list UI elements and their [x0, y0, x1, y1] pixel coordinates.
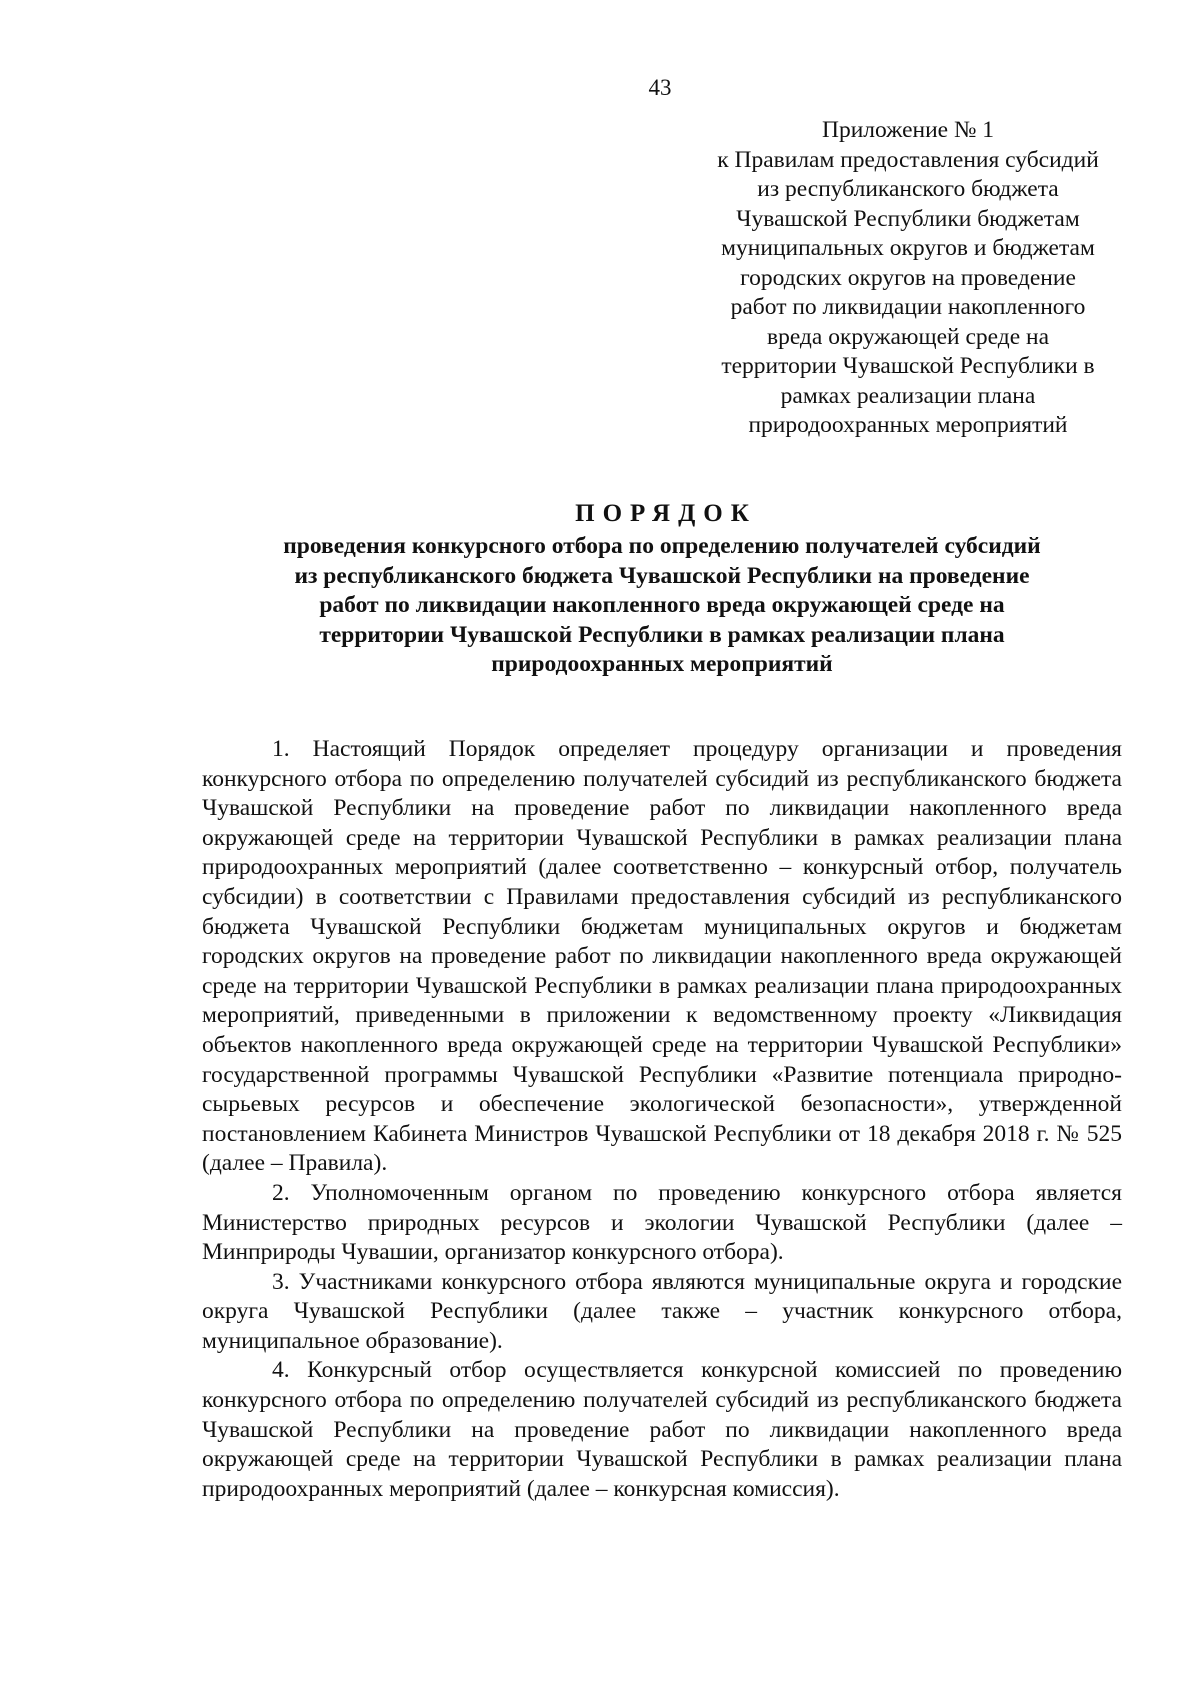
appendix-line: Чувашской Республики бюджетам [736, 205, 1080, 232]
page-number: 43 [648, 75, 672, 100]
title-main: ПОРЯДОК [575, 500, 757, 527]
paragraph: 1. Настоящий Порядок определяет процедуру организации и проведения конкурсного отбора по определению получателей субсидий из республиканского бюджета Чувашской Республики на проведение работ по ликвидации накопленного вреда окружающей среде на территории Чувашской Республики в рамках реализации плана природоохранных мероприятий (далее соответственно – конкурсный отбор, получатель субсидии) в соответствии с Правилами предоставления субсидий из республиканского бюджета Чувашской Республики бюджетам муниципальных округов и бюджетам городских округов на проведение работ по ликвидации накопленного вреда окружающей среде на территории Чувашской Республики в рамках реализации плана природоохранных мероприятий, приведенными в приложении к ведомственному проекту «Ликвидация объектов накопленного вреда окружающей среде на территории Чувашской Республики» государственной программы Чувашской Республики «Развитие потенциала природно-сырьевых ресурсов и обеспечение экологической безопасности», утвержденной постановлением Кабинета Министров Чувашской Республики от 18 декабря 2018 г. № 525 (далее – Правила). [202, 736, 1122, 1177]
appendix-line: рамках реализации плана [780, 382, 1036, 409]
appendix-line: Приложение № 1 [821, 117, 995, 143]
document-body [202, 735, 1122, 1504]
appendix-line: природоохранных мероприятий [748, 412, 1068, 438]
appendix-line: к Правилам предоставления субсидий [717, 146, 1099, 173]
paragraph: 2. Уполномоченным органом по проведению конкурсного отбора является Министерство природных ресурсов и экологии Чувашской Республики (далее – Минприроды Чувашии, организатор конкурсного отбора). [202, 1179, 1122, 1266]
subtitle-line: территории Чувашской Республики в рамках реализации плана [319, 621, 1005, 648]
paragraph: 3. Участниками конкурсного отбора являются муниципальные округа и городские округа Чувашской Республики (далее также – участник конкурсного отбора, муниципальное образование). [202, 1268, 1122, 1354]
subtitle-line: из республиканского бюджета Чувашской Республики на проведение [294, 562, 1030, 589]
title-subtitle [200, 532, 1124, 680]
appendix-line: городских округов на проведение [740, 264, 1076, 291]
subtitle-line: работ по ликвидации накопленного вреда окружающей среде на [319, 592, 1005, 618]
appendix-reference [678, 116, 1138, 441]
appendix-line: вреда окружающей среде на [766, 323, 1050, 350]
appendix-line: из республиканского бюджета [757, 176, 1059, 202]
appendix-line: муниципальных округов и бюджетам [721, 235, 1095, 261]
document-title [200, 498, 1124, 680]
paragraph: 4. Конкурсный отбор осуществляется конкурсной комиссией по проведению конкурсного отбора по определению получателей субсидий из республиканского бюджета Чувашской Республики на проведение работ по ликвидации накопленного вреда окружающей среде на территории Чувашской Республики в рамках реализации плана природоохранных мероприятий (далее – конкурсная комиссия). [202, 1357, 1122, 1502]
subtitle-line: природоохранных мероприятий [491, 651, 833, 677]
appendix-line: территории Чувашской Республики в [721, 353, 1095, 379]
subtitle-line: проведения конкурсного отбора по определению получателей субсидий [283, 533, 1041, 559]
appendix-line: работ по ликвидации накопленного [730, 294, 1086, 320]
